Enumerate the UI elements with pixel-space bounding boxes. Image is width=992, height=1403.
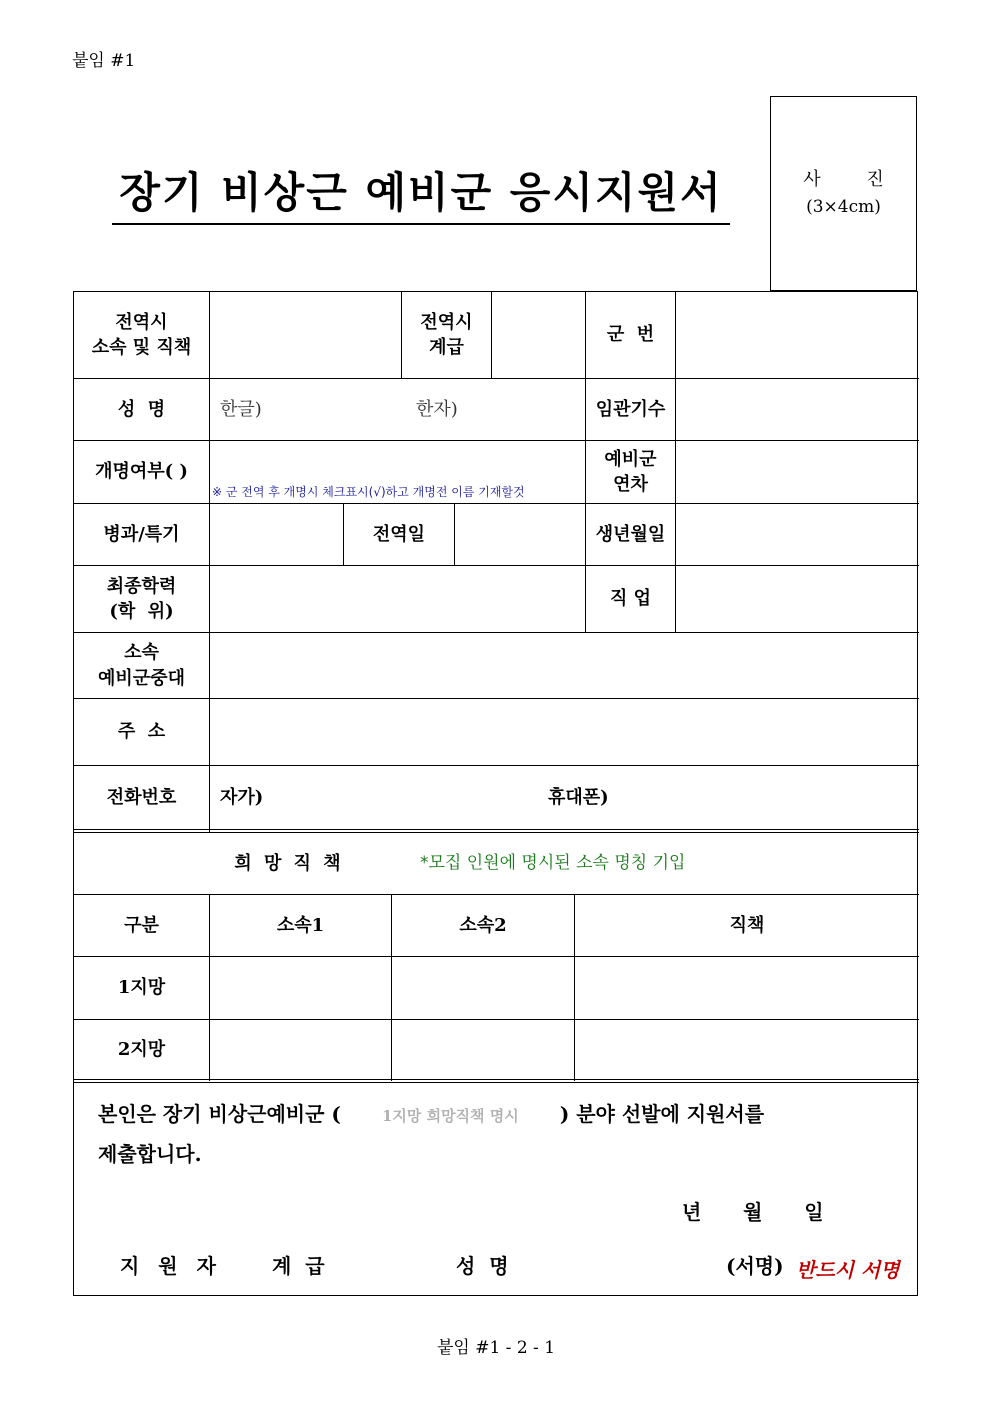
discharge-rank-field[interactable] xyxy=(492,292,585,378)
signature-label[interactable]: (서명) xyxy=(726,1254,784,1278)
signature-note: 반드시 서명 xyxy=(796,1258,900,1282)
second-choice-unit2-field[interactable] xyxy=(392,1020,574,1079)
mobile-prefix: 휴대폰) xyxy=(548,786,609,808)
applicant-rank-label: 계 급 xyxy=(272,1254,325,1278)
home-phone-prefix: 자가) xyxy=(220,786,264,808)
first-choice-position-field[interactable] xyxy=(575,957,919,1019)
application-form xyxy=(73,291,918,1296)
name-change-label: 개명여부( ) xyxy=(95,461,188,483)
page-footer: 붙임 #1 - 2 - 1 xyxy=(436,1338,556,1358)
branch-label: 병과/특기 xyxy=(103,523,180,545)
discharge-date-label: 전역일 xyxy=(372,523,426,545)
discharge-unit-field[interactable] xyxy=(210,292,401,378)
choice-row-first: 1지망 xyxy=(117,977,166,999)
second-choice-position-field[interactable] xyxy=(575,1020,919,1079)
declaration-date: 년 월 일 xyxy=(682,1200,824,1224)
service-number-field[interactable] xyxy=(676,292,919,378)
applicant-name-label: 성 명 xyxy=(456,1254,509,1278)
photo-label: 사 진 xyxy=(803,169,904,190)
occupation-label: 직 업 xyxy=(609,588,652,610)
declaration-line2: 제출합니다. xyxy=(98,1142,202,1166)
name-hangul-prefix: 한글) xyxy=(220,398,262,420)
birth-date-label: 생년월일 xyxy=(595,523,666,545)
service-number-label: 군 번 xyxy=(606,324,655,346)
form-title: 장기 비상근 예비군 응시지원서 xyxy=(119,168,723,217)
education-label: 최종학력 (학 위) xyxy=(106,575,177,622)
title-underline xyxy=(112,223,730,225)
photo-box xyxy=(770,96,917,291)
declaration-end: ) 분야 선발에 지원서를 xyxy=(559,1102,765,1126)
name-change-note: ※ 군 전역 후 개명시 체크표시(√)하고 개명전 이름 기재할것 xyxy=(212,485,525,499)
declaration-placeholder[interactable]: 1지망 희망직책 명시 xyxy=(381,1107,519,1125)
choice-header-position: 직책 xyxy=(729,914,765,936)
education-field[interactable] xyxy=(210,566,585,632)
birth-date-field[interactable] xyxy=(676,504,919,565)
reserve-year-label: 예비군 연차 xyxy=(604,448,657,495)
commission-label: 임관기수 xyxy=(595,398,666,420)
choice-header-unit1: 소속1 xyxy=(276,914,325,936)
reserve-company-label: 소속 예비군중대 xyxy=(98,642,185,689)
applicant-label: 지 원 자 xyxy=(120,1254,222,1278)
second-choice-unit1-field[interactable] xyxy=(210,1020,391,1079)
name-hanja-prefix: 한자) xyxy=(416,398,458,420)
branch-field[interactable] xyxy=(210,504,343,565)
desired-position-label: 희 망 직 책 xyxy=(234,852,344,874)
choice-header-unit2: 소속2 xyxy=(459,914,507,936)
discharge-rank-label: 전역시 계급 xyxy=(420,311,473,358)
declaration-start: 본인은 장기 비상근예비군 ( xyxy=(98,1102,341,1126)
commission-field[interactable] xyxy=(676,379,919,440)
desired-position-note: *모집 인원에 명시된 소속 명칭 기입 xyxy=(420,852,686,873)
discharge-date-field[interactable] xyxy=(455,504,585,565)
phone-label: 전화번호 xyxy=(106,786,177,808)
address-field[interactable] xyxy=(210,699,919,765)
reserve-company-field[interactable] xyxy=(210,633,919,698)
choice-header-category: 구분 xyxy=(124,914,159,936)
occupation-field[interactable] xyxy=(676,566,919,632)
choice-row-second: 2지망 xyxy=(117,1038,166,1060)
first-choice-unit1-field[interactable] xyxy=(210,957,391,1019)
attachment-label: 붙임 #1 xyxy=(72,51,136,71)
discharge-unit-label: 전역시 소속 및 직책 xyxy=(91,311,192,358)
photo-size: (3×4cm) xyxy=(806,197,881,217)
address-label: 주 소 xyxy=(117,721,166,743)
name-label: 성 명 xyxy=(117,398,166,420)
first-choice-unit2-field[interactable] xyxy=(392,957,574,1019)
reserve-year-field[interactable] xyxy=(676,441,919,503)
declaration-line1 xyxy=(98,1098,764,1127)
